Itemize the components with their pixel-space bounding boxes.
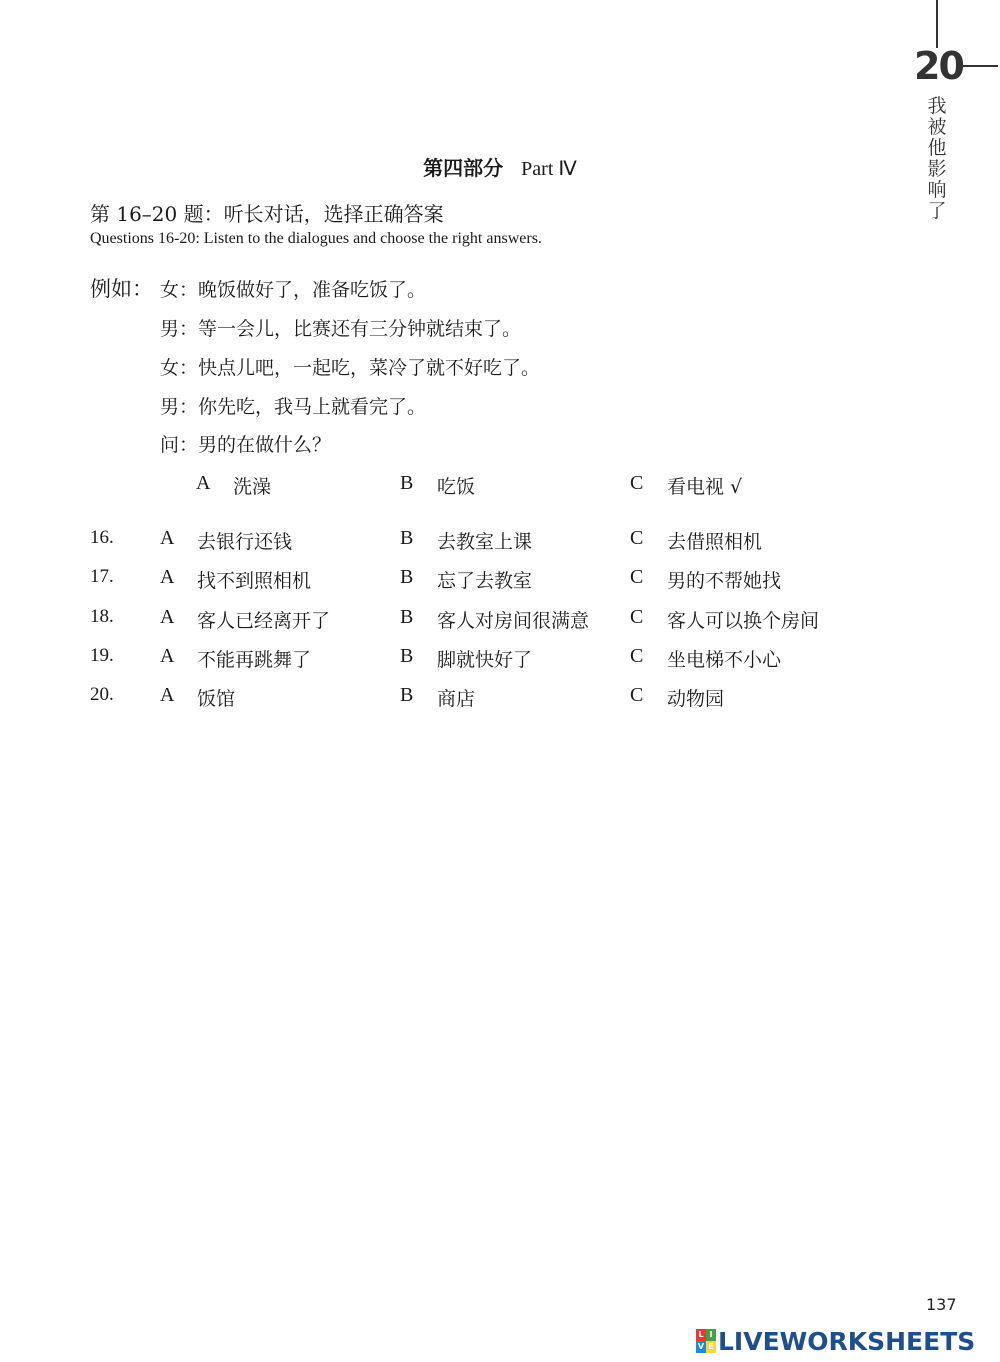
- option-letter: C: [630, 472, 644, 494]
- option-text: 商店: [437, 688, 476, 710]
- question-row: [0, 566, 1000, 596]
- example-line: 男：你先吃，我马上就看完了。: [160, 396, 427, 418]
- option-letter: B: [400, 527, 414, 549]
- logo-letter: I: [706, 1329, 716, 1341]
- logo-letter: E: [706, 1341, 716, 1353]
- option-letter: C: [630, 566, 644, 588]
- example-question: 问：男的在做什么？: [160, 434, 332, 456]
- option-letter: B: [400, 566, 414, 588]
- option-text: 找不到照相机: [197, 570, 312, 592]
- example-line: 男：等一会儿，比赛还有三分钟就结束了。: [160, 318, 522, 340]
- option-letter: B: [400, 606, 414, 628]
- option-text: 去借照相机: [667, 531, 763, 553]
- question-row: [0, 527, 1000, 557]
- question-number: 20.: [90, 684, 114, 705]
- option-text: 忘了去教室: [437, 570, 533, 592]
- option-letter: A: [160, 566, 175, 588]
- option-letter: C: [630, 645, 644, 667]
- option-letter: A: [160, 684, 175, 706]
- option-letter: B: [400, 645, 414, 667]
- instructions-cn: 第 16–20 题：听长对话，选择正确答案: [90, 202, 444, 226]
- chapter-tab-line-horizontal: [961, 65, 998, 67]
- option-text: 动物园: [667, 688, 725, 710]
- page-number: 137: [926, 1295, 957, 1314]
- option-letter: A: [160, 606, 175, 628]
- example-options: [0, 472, 1000, 502]
- option-text: 不能再跳舞了: [197, 649, 312, 671]
- chapter-title: 我被他影响了: [927, 95, 947, 222]
- option-text: 客人可以换个房间: [667, 610, 820, 632]
- option-letter: B: [400, 684, 414, 706]
- option-letter: C: [630, 606, 644, 628]
- liveworksheets-watermark: [696, 1326, 975, 1356]
- option-text: 坐电梯不小心: [667, 649, 782, 671]
- option-letter: C: [630, 684, 644, 706]
- liveworksheets-logo-icon: [696, 1329, 716, 1353]
- option-letter: A: [160, 645, 175, 667]
- option-text: 脚就快好了: [437, 649, 533, 671]
- option-text: 吃饭: [437, 476, 476, 498]
- question-row: [0, 606, 1000, 636]
- part-heading: [0, 152, 1000, 181]
- logo-letter: V: [697, 1342, 705, 1351]
- example-line: 女：快点儿吧，一起吃，菜冷了就不好吃了。: [160, 357, 541, 379]
- watermark-text: LIVEWORKSHEETS: [718, 1326, 976, 1356]
- question-number: 16.: [90, 527, 114, 548]
- option-text: 去教室上课: [437, 531, 533, 553]
- part-title-cn: 第四部分: [423, 156, 504, 180]
- chapter-number: 20: [914, 44, 963, 88]
- option-letter: C: [630, 527, 644, 549]
- question-number: 19.: [90, 645, 114, 666]
- question-row: [0, 645, 1000, 675]
- chapter-tab-line-vertical: [936, 0, 938, 48]
- option-text: 洗澡: [233, 476, 272, 498]
- option-text: 饭馆: [197, 688, 236, 710]
- example-line: 女：晚饭做好了，准备吃饭了。: [160, 279, 427, 301]
- part-title-en: Part Ⅳ: [521, 158, 577, 180]
- question-number: 17.: [90, 566, 114, 587]
- option-letter: B: [400, 472, 414, 494]
- question-number: 18.: [90, 606, 114, 627]
- option-letter: A: [196, 472, 211, 494]
- option-text: 客人已经离开了: [197, 610, 331, 632]
- question-row: [0, 684, 1000, 714]
- instructions-en: Questions 16-20: Listen to the dialogues and choose the right answers.: [90, 230, 542, 247]
- logo-letter: L: [696, 1329, 706, 1341]
- option-text: 客人对房间很满意: [437, 610, 590, 632]
- option-text: 看电视 √: [667, 476, 743, 498]
- example-label: 例如：: [90, 277, 153, 301]
- option-letter: A: [160, 527, 175, 549]
- option-text: 去银行还钱: [197, 531, 293, 553]
- option-text: 男的不帮她找: [667, 570, 782, 592]
